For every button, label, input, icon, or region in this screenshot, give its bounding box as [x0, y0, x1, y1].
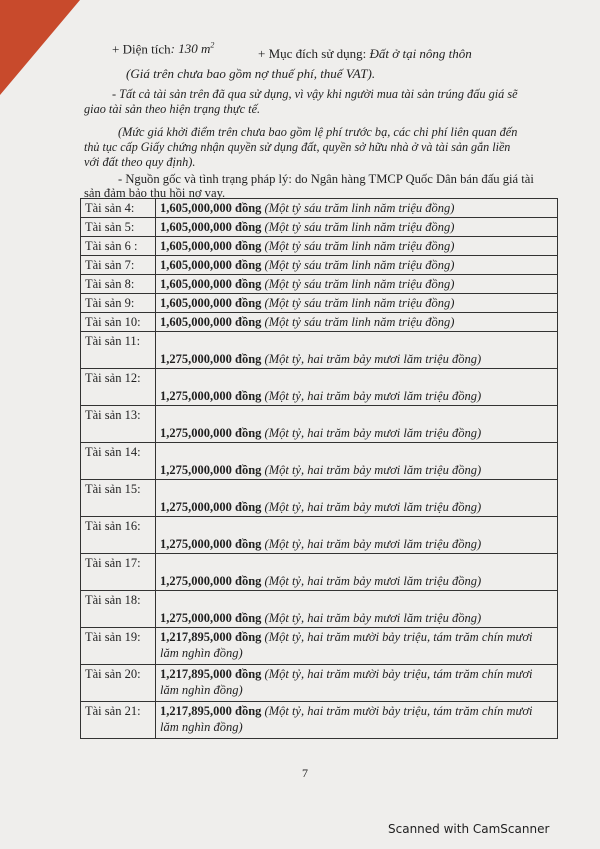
- asset-price: 1,275,000,000 đồng (Một tỷ, hai trăm bảy mươi lăm triệu đồng): [156, 443, 558, 480]
- asset-label: Tài sản 20:: [81, 665, 156, 702]
- start-price-note-line1: (Mức giá khởi điểm trên chưa bao gồm lệ phí trước bạ, các chi phí liên quan đến: [118, 125, 518, 139]
- asset-label: Tài sản 10:: [81, 313, 156, 332]
- purpose-label: + Mục đích sử dụng:: [258, 46, 367, 61]
- area-value: : 130 $m^2$: [170, 41, 215, 57]
- asset-label: Tài sản 19:: [81, 628, 156, 665]
- asset-label: Tài sản 15:: [81, 480, 156, 517]
- asset-price: 1,275,000,000 đồng (Một tỷ, hai trăm bảy mươi lăm triệu đồng): [156, 517, 558, 554]
- table-row: [81, 332, 558, 369]
- used-note-line2: giao tài sản theo hiện trạng thực tế.: [84, 102, 261, 116]
- asset-price: 1,275,000,000 đồng (Một tỷ, hai trăm bảy mươi lăm triệu đồng): [156, 369, 558, 406]
- asset-price: 1,605,000,000 đồng (Một tỷ sáu trăm linh năm triệu đồng): [156, 218, 558, 237]
- table-row: [81, 313, 558, 332]
- purpose-value: Đất ở tại nông thôn: [369, 46, 472, 61]
- asset-label: Tài sản 21:: [81, 702, 156, 739]
- price-note: (Giá trên chưa bao gồm nợ thuế phí, thuế VAT).: [126, 66, 376, 81]
- asset-label: Tài sản 9:: [81, 294, 156, 313]
- asset-price: 1,605,000,000 đồng (Một tỷ sáu trăm linh năm triệu đồng): [156, 275, 558, 294]
- table-row: [81, 443, 558, 480]
- asset-label: Tài sản 14:: [81, 443, 156, 480]
- asset-price: 1,605,000,000 đồng (Một tỷ sáu trăm linh năm triệu đồng): [156, 199, 558, 218]
- asset-label: Tài sản 18:: [81, 591, 156, 628]
- table-row: [81, 294, 558, 313]
- scanner-watermark: Scanned with CamScanner: [388, 822, 550, 836]
- table-row: [81, 218, 558, 237]
- table-row: [81, 591, 558, 628]
- table-row: [81, 517, 558, 554]
- asset-price: 1,605,000,000 đồng (Một tỷ sáu trăm linh năm triệu đồng): [156, 313, 558, 332]
- asset-label: Tài sản 4:: [81, 199, 156, 218]
- table-row: [81, 369, 558, 406]
- table-row: [81, 256, 558, 275]
- asset-price: 1,275,000,000 đồng (Một tỷ, hai trăm bảy mươi lăm triệu đồng): [156, 554, 558, 591]
- table-row: [81, 554, 558, 591]
- asset-price: 1,275,000,000 đồng (Một tỷ, hai trăm bảy mươi lăm triệu đồng): [156, 591, 558, 628]
- asset-label: Tài sản 5:: [81, 218, 156, 237]
- asset-label: Tài sản 6 :: [81, 237, 156, 256]
- asset-price: 1,275,000,000 đồng (Một tỷ, hai trăm bảy mươi lăm triệu đồng): [156, 406, 558, 443]
- asset-price: 1,605,000,000 đồng (Một tỷ sáu trăm linh năm triệu đồng): [156, 294, 558, 313]
- table-row: [81, 480, 558, 517]
- asset-label: Tài sản 17:: [81, 554, 156, 591]
- table-row: [81, 628, 558, 665]
- table-row: [81, 406, 558, 443]
- asset-price: 1,605,000,000 đồng (Một tỷ sáu trăm linh năm triệu đồng): [156, 256, 558, 275]
- legal-origin-line1: - Nguồn gốc và tình trạng pháp lý: do Ngân hàng TMCP Quốc Dân bán đấu giá tài: [118, 172, 534, 186]
- table-row: [81, 275, 558, 294]
- purpose-line: [258, 46, 472, 62]
- asset-label: Tài sản 7:: [81, 256, 156, 275]
- asset-price: 1,605,000,000 đồng (Một tỷ sáu trăm linh năm triệu đồng): [156, 237, 558, 256]
- area-line: [112, 38, 214, 57]
- asset-price: 1,275,000,000 đồng (Một tỷ, hai trăm bảy mươi lăm triệu đồng): [156, 480, 558, 517]
- asset-price: 1,275,000,000 đồng (Một tỷ, hai trăm bảy mươi lăm triệu đồng): [156, 332, 558, 369]
- asset-price: 1,217,895,000 đồng (Một tỷ, hai trăm mười bảy triệu, tám trăm chín mươi lăm nghìn đồng): [156, 702, 558, 739]
- area-label: + Diện tích: [112, 41, 171, 57]
- table-row: [81, 199, 558, 218]
- asset-label: Tài sản 16:: [81, 517, 156, 554]
- legal-origin-line2: sản đảm bảo thu hồi nợ vay.: [84, 186, 226, 200]
- page-number: 7: [302, 766, 308, 780]
- start-price-note-line2: thủ tục cấp Giấy chứng nhận quyền sử dụng đất, quyền sở hữu nhà ở và tài sản gắn liền: [84, 140, 511, 154]
- asset-label: Tài sản 13:: [81, 406, 156, 443]
- asset-label: Tài sản 8:: [81, 275, 156, 294]
- table-row: [81, 665, 558, 702]
- asset-label: Tài sản 12:: [81, 369, 156, 406]
- table-row: [81, 237, 558, 256]
- asset-price: 1,217,895,000 đồng (Một tỷ, hai trăm mười bảy triệu, tám trăm chín mươi lăm nghìn đồng): [156, 665, 558, 702]
- table-row: [81, 702, 558, 739]
- asset-label: Tài sản 11:: [81, 332, 156, 369]
- used-note-line1: - Tất cả tài sản trên đã qua sử dụng, vì vậy khi người mua tài sản trúng đấu giá sẽ: [112, 87, 518, 101]
- start-price-note-line3: với đất theo quy định).: [84, 155, 196, 169]
- asset-price-table: [80, 198, 558, 739]
- asset-price: 1,217,895,000 đồng (Một tỷ, hai trăm mười bảy triệu, tám trăm chín mươi lăm nghìn đồng): [156, 628, 558, 665]
